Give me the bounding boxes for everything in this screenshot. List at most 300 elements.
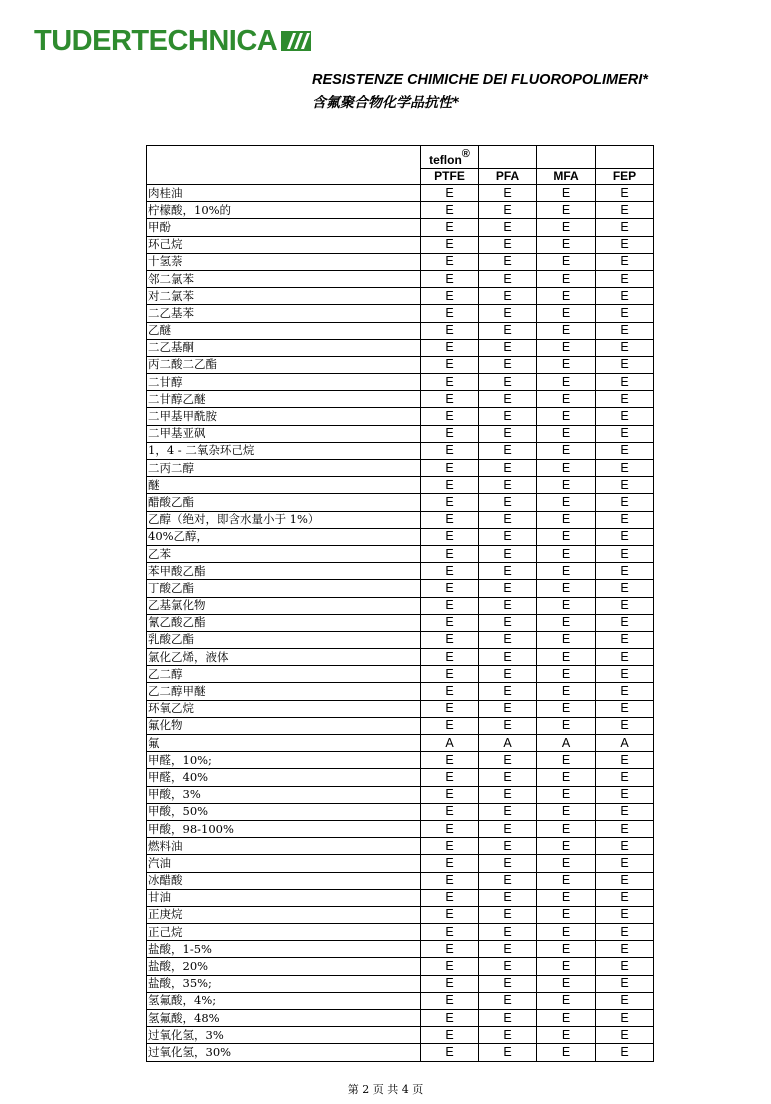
- resistance-rating: E: [421, 975, 479, 992]
- chemical-name: 燃料油: [147, 838, 421, 855]
- resistance-rating: E: [479, 597, 537, 614]
- resistance-rating: E: [421, 511, 479, 528]
- resistance-rating: A: [537, 735, 596, 752]
- resistance-rating: E: [421, 322, 479, 339]
- document-title-chinese: 含氟聚合物化学品抗性*: [312, 95, 460, 111]
- resistance-rating: E: [596, 889, 654, 906]
- table-row: [147, 597, 654, 614]
- resistance-rating: E: [479, 545, 537, 562]
- resistance-rating: E: [421, 545, 479, 562]
- table-row: [147, 356, 654, 373]
- table-row: [147, 563, 654, 580]
- resistance-rating: E: [479, 631, 537, 648]
- resistance-rating: E: [596, 1027, 654, 1044]
- chemical-name: 盐酸，20%: [147, 958, 421, 975]
- table-row: [147, 270, 654, 287]
- resistance-rating: E: [479, 528, 537, 545]
- chemical-name: 盐酸，35%;: [147, 975, 421, 992]
- resistance-rating: E: [421, 838, 479, 855]
- resistance-rating: E: [596, 270, 654, 287]
- resistance-rating: E: [537, 666, 596, 683]
- resistance-rating: E: [537, 889, 596, 906]
- resistance-rating: E: [479, 889, 537, 906]
- table-row: [147, 666, 654, 683]
- column-header-mfa: MFA: [537, 169, 596, 185]
- resistance-rating: E: [596, 425, 654, 442]
- chemical-name: 环氧乙烷: [147, 700, 421, 717]
- resistance-rating: E: [537, 511, 596, 528]
- resistance-rating: E: [421, 941, 479, 958]
- resistance-rating: E: [537, 786, 596, 803]
- resistance-rating: E: [479, 442, 537, 459]
- chemical-name: 正己烷: [147, 924, 421, 941]
- resistance-rating: E: [479, 494, 537, 511]
- chemical-name: 甲酚: [147, 219, 421, 236]
- resistance-rating: E: [537, 872, 596, 889]
- resistance-rating: E: [479, 683, 537, 700]
- resistance-rating: E: [537, 906, 596, 923]
- table-row: [147, 941, 654, 958]
- chemical-name: 甲酸，98-100%: [147, 820, 421, 837]
- resistance-rating: E: [421, 477, 479, 494]
- resistance-rating: E: [421, 906, 479, 923]
- resistance-rating: E: [596, 253, 654, 270]
- resistance-rating: E: [421, 992, 479, 1009]
- resistance-rating: E: [537, 185, 596, 202]
- resistance-rating: E: [596, 322, 654, 339]
- resistance-rating: E: [479, 649, 537, 666]
- resistance-rating: E: [479, 924, 537, 941]
- chemical-name: 乙基氯化物: [147, 597, 421, 614]
- resistance-rating: E: [479, 322, 537, 339]
- table-row: [147, 735, 654, 752]
- table-row: [147, 391, 654, 408]
- resistance-rating: E: [421, 494, 479, 511]
- logo-text: TUDERTECHNICA: [34, 25, 278, 57]
- resistance-rating: E: [537, 614, 596, 631]
- resistance-rating: E: [479, 270, 537, 287]
- resistance-rating: E: [479, 855, 537, 872]
- chemical-name: 二乙基酮: [147, 339, 421, 356]
- resistance-rating: E: [421, 769, 479, 786]
- table-header-brand-row: [147, 146, 654, 169]
- chemical-name: 盐酸，1-5%: [147, 941, 421, 958]
- resistance-rating: E: [479, 906, 537, 923]
- table-row: [147, 305, 654, 322]
- resistance-rating: E: [596, 219, 654, 236]
- resistance-rating: E: [537, 924, 596, 941]
- resistance-rating: E: [596, 236, 654, 253]
- resistance-rating: E: [596, 752, 654, 769]
- table-row: [147, 1027, 654, 1044]
- resistance-rating: E: [596, 803, 654, 820]
- table-row: [147, 717, 654, 734]
- resistance-rating: E: [596, 975, 654, 992]
- resistance-rating: E: [479, 941, 537, 958]
- resistance-rating: E: [421, 597, 479, 614]
- table-row: [147, 820, 654, 837]
- resistance-rating: E: [421, 924, 479, 941]
- resistance-rating: E: [596, 614, 654, 631]
- resistance-rating: E: [421, 700, 479, 717]
- chemical-name: 对二氯苯: [147, 288, 421, 305]
- resistance-rating: E: [421, 649, 479, 666]
- column-header-fep: FEP: [596, 169, 654, 185]
- resistance-rating: E: [421, 717, 479, 734]
- resistance-rating: E: [596, 288, 654, 305]
- tudertechnica-stripes-icon: [281, 29, 311, 53]
- chemical-name: 二乙基苯: [147, 305, 421, 322]
- resistance-rating: E: [596, 1010, 654, 1027]
- resistance-rating: E: [537, 803, 596, 820]
- resistance-rating: E: [596, 494, 654, 511]
- table-row: [147, 253, 654, 270]
- resistance-rating: E: [421, 803, 479, 820]
- resistance-rating: E: [596, 185, 654, 202]
- resistance-rating: E: [537, 408, 596, 425]
- resistance-rating: E: [537, 1044, 596, 1061]
- chemical-name: 乙二醇甲醚: [147, 683, 421, 700]
- chemical-name: 醋酸乙酯: [147, 494, 421, 511]
- chemical-name: 乙醚: [147, 322, 421, 339]
- table-row: [147, 322, 654, 339]
- table-row: [147, 700, 654, 717]
- resistance-rating: E: [421, 958, 479, 975]
- table-row: [147, 1010, 654, 1027]
- resistance-rating: E: [479, 339, 537, 356]
- table-row: [147, 511, 654, 528]
- resistance-rating: E: [421, 305, 479, 322]
- resistance-rating: E: [596, 460, 654, 477]
- chemical-name: 丙二酸二乙酯: [147, 356, 421, 373]
- chemical-name: 正庚烷: [147, 906, 421, 923]
- table-row: [147, 219, 654, 236]
- resistance-rating: E: [537, 425, 596, 442]
- resistance-rating: E: [421, 374, 479, 391]
- resistance-rating: E: [479, 700, 537, 717]
- resistance-rating: E: [596, 202, 654, 219]
- resistance-rating: E: [421, 666, 479, 683]
- resistance-rating: E: [421, 202, 479, 219]
- resistance-rating: E: [537, 580, 596, 597]
- table-row: [147, 855, 654, 872]
- resistance-rating: E: [596, 339, 654, 356]
- table-row: [147, 992, 654, 1009]
- chemical-name: 甲酸，50%: [147, 803, 421, 820]
- resistance-rating: E: [421, 270, 479, 287]
- resistance-rating: E: [596, 528, 654, 545]
- chemical-name: 二甘醇: [147, 374, 421, 391]
- resistance-rating: E: [479, 477, 537, 494]
- chemical-name: 氢氟酸，48%: [147, 1010, 421, 1027]
- company-logo: [34, 26, 311, 56]
- resistance-rating: E: [596, 305, 654, 322]
- document-title-italian: RESISTENZE CHIMICHE DEI FLUOROPOLIMERI*: [312, 72, 648, 88]
- resistance-rating: E: [479, 614, 537, 631]
- chemical-name: 二甲基甲酰胺: [147, 408, 421, 425]
- resistance-rating: E: [421, 288, 479, 305]
- resistance-rating: E: [479, 975, 537, 992]
- resistance-rating: E: [479, 1027, 537, 1044]
- resistance-rating: E: [421, 356, 479, 373]
- table-row: [147, 924, 654, 941]
- table-row: [147, 185, 654, 202]
- column-header-ptfe: PTFE: [421, 169, 479, 185]
- resistance-rating: E: [479, 202, 537, 219]
- resistance-rating: E: [537, 631, 596, 648]
- resistance-rating: E: [596, 356, 654, 373]
- resistance-rating: E: [596, 717, 654, 734]
- chemical-name: 甘油: [147, 889, 421, 906]
- table-row: [147, 442, 654, 459]
- chemical-name: 甲酸，3%: [147, 786, 421, 803]
- resistance-rating: E: [537, 494, 596, 511]
- resistance-rating: E: [421, 442, 479, 459]
- resistance-rating: E: [479, 958, 537, 975]
- resistance-rating: E: [537, 1010, 596, 1027]
- resistance-rating: E: [479, 511, 537, 528]
- resistance-rating: E: [479, 185, 537, 202]
- resistance-rating: E: [596, 992, 654, 1009]
- resistance-rating: E: [596, 666, 654, 683]
- resistance-rating: E: [421, 425, 479, 442]
- resistance-rating: E: [421, 1010, 479, 1027]
- resistance-rating: E: [421, 614, 479, 631]
- table-row: [147, 1044, 654, 1061]
- table-row: [147, 769, 654, 786]
- chemical-resistance-table: [146, 145, 654, 1062]
- resistance-rating: E: [537, 391, 596, 408]
- resistance-rating: E: [421, 1044, 479, 1061]
- resistance-rating: E: [479, 236, 537, 253]
- table-row: [147, 786, 654, 803]
- page-number: 第 2 页 共 4 页: [347, 1083, 424, 1096]
- resistance-rating: E: [479, 1044, 537, 1061]
- resistance-rating: E: [537, 322, 596, 339]
- chemical-name: 氯化乙烯，液体: [147, 649, 421, 666]
- table-row: [147, 477, 654, 494]
- resistance-rating: E: [596, 374, 654, 391]
- resistance-rating: E: [421, 563, 479, 580]
- resistance-rating: E: [596, 391, 654, 408]
- resistance-rating: E: [421, 820, 479, 837]
- resistance-rating: E: [479, 838, 537, 855]
- resistance-rating: A: [596, 735, 654, 752]
- resistance-rating: E: [479, 288, 537, 305]
- chemical-name: 乳酸乙酯: [147, 631, 421, 648]
- resistance-rating: E: [537, 700, 596, 717]
- chemical-name: 乙苯: [147, 545, 421, 562]
- chemical-name: 过氧化氢，30%: [147, 1044, 421, 1061]
- table-row: [147, 460, 654, 477]
- resistance-rating: E: [479, 786, 537, 803]
- resistance-rating: E: [479, 1010, 537, 1027]
- resistance-rating: E: [537, 374, 596, 391]
- table-row: [147, 975, 654, 992]
- table-row: [147, 374, 654, 391]
- resistance-rating: E: [479, 408, 537, 425]
- table-row: [147, 580, 654, 597]
- resistance-rating: E: [421, 219, 479, 236]
- resistance-rating: E: [596, 786, 654, 803]
- resistance-rating: E: [479, 803, 537, 820]
- resistance-rating: E: [537, 442, 596, 459]
- table-row: [147, 288, 654, 305]
- resistance-rating: E: [421, 253, 479, 270]
- table-row: [147, 906, 654, 923]
- chemical-name: 苯甲酸乙酯: [147, 563, 421, 580]
- resistance-rating: E: [537, 769, 596, 786]
- chemical-name: 十氢萘: [147, 253, 421, 270]
- chemical-name: 环己烷: [147, 236, 421, 253]
- resistance-rating: E: [537, 649, 596, 666]
- chemical-name: 1，4 - 二氧杂环己烷: [147, 442, 421, 459]
- resistance-rating: E: [479, 253, 537, 270]
- chemical-name: 丁酸乙酯: [147, 580, 421, 597]
- chemical-name: 甲醛，40%: [147, 769, 421, 786]
- chemical-column-header: [147, 146, 421, 185]
- resistance-rating: E: [537, 288, 596, 305]
- table-row: [147, 649, 654, 666]
- table-row: [147, 339, 654, 356]
- table-row: [147, 425, 654, 442]
- resistance-rating: E: [421, 391, 479, 408]
- resistance-rating: E: [596, 906, 654, 923]
- table-row: [147, 958, 654, 975]
- resistance-rating: E: [421, 752, 479, 769]
- resistance-rating: E: [596, 872, 654, 889]
- chemical-name: 冰醋酸: [147, 872, 421, 889]
- resistance-rating: E: [596, 649, 654, 666]
- table-row: [147, 803, 654, 820]
- resistance-rating: E: [596, 631, 654, 648]
- resistance-rating: E: [596, 408, 654, 425]
- resistance-rating: E: [421, 855, 479, 872]
- resistance-rating: E: [479, 580, 537, 597]
- resistance-rating: E: [596, 580, 654, 597]
- resistance-rating: E: [596, 700, 654, 717]
- table-row: [147, 494, 654, 511]
- resistance-rating: E: [479, 992, 537, 1009]
- resistance-rating: E: [421, 528, 479, 545]
- resistance-rating: E: [479, 563, 537, 580]
- resistance-rating: E: [479, 752, 537, 769]
- resistance-rating: E: [421, 1027, 479, 1044]
- chemical-name: 氰乙酸乙酯: [147, 614, 421, 631]
- chemical-name: 二甘醇乙醚: [147, 391, 421, 408]
- resistance-rating: E: [537, 717, 596, 734]
- resistance-rating: E: [537, 597, 596, 614]
- resistance-rating: E: [537, 1027, 596, 1044]
- resistance-rating: E: [421, 683, 479, 700]
- table-row: [147, 838, 654, 855]
- resistance-rating: E: [537, 270, 596, 287]
- resistance-rating: E: [421, 185, 479, 202]
- chemical-name: 甲醛，10%;: [147, 752, 421, 769]
- table-row: [147, 683, 654, 700]
- table-row: [147, 528, 654, 545]
- resistance-rating: E: [537, 236, 596, 253]
- table-row: [147, 889, 654, 906]
- resistance-rating: E: [537, 683, 596, 700]
- chemical-name: 二甲基亚砜: [147, 425, 421, 442]
- resistance-rating: E: [421, 580, 479, 597]
- resistance-rating: E: [537, 941, 596, 958]
- resistance-rating: E: [479, 666, 537, 683]
- resistance-rating: E: [421, 460, 479, 477]
- chemical-name: 二丙二醇: [147, 460, 421, 477]
- column-header-pfa: PFA: [479, 169, 537, 185]
- resistance-rating: E: [421, 408, 479, 425]
- resistance-rating: E: [596, 442, 654, 459]
- chemical-name: 40%乙醇，: [147, 528, 421, 545]
- table-row: [147, 631, 654, 648]
- resistance-rating: E: [537, 992, 596, 1009]
- resistance-rating: A: [421, 735, 479, 752]
- table-row: [147, 202, 654, 219]
- resistance-rating: E: [479, 305, 537, 322]
- resistance-rating: E: [537, 958, 596, 975]
- chemical-name: 乙醇（绝对，即含水量小于 1%）: [147, 511, 421, 528]
- chemical-name: 氢氟酸，4%;: [147, 992, 421, 1009]
- resistance-rating: E: [537, 305, 596, 322]
- resistance-rating: E: [537, 752, 596, 769]
- resistance-rating: E: [479, 717, 537, 734]
- resistance-rating: E: [596, 597, 654, 614]
- resistance-rating: E: [596, 477, 654, 494]
- resistance-rating: E: [596, 838, 654, 855]
- resistance-rating: E: [537, 253, 596, 270]
- chemical-name: 乙二醇: [147, 666, 421, 683]
- resistance-rating: E: [537, 460, 596, 477]
- chemical-name: 氟: [147, 735, 421, 752]
- resistance-rating: E: [479, 820, 537, 837]
- table-row: [147, 545, 654, 562]
- resistance-rating: E: [479, 425, 537, 442]
- resistance-rating: E: [479, 374, 537, 391]
- resistance-rating: E: [537, 356, 596, 373]
- resistance-rating: E: [421, 889, 479, 906]
- chemical-name: 柠檬酸，10%的: [147, 202, 421, 219]
- chemical-name: 醚: [147, 477, 421, 494]
- resistance-rating: E: [479, 460, 537, 477]
- resistance-rating: A: [479, 735, 537, 752]
- resistance-rating: E: [421, 339, 479, 356]
- resistance-rating: E: [596, 563, 654, 580]
- resistance-rating: E: [537, 219, 596, 236]
- resistance-rating: E: [596, 1044, 654, 1061]
- resistance-rating: E: [479, 872, 537, 889]
- resistance-rating: E: [421, 236, 479, 253]
- resistance-rating: E: [537, 855, 596, 872]
- resistance-rating: E: [596, 683, 654, 700]
- table-row: [147, 408, 654, 425]
- resistance-rating: E: [596, 924, 654, 941]
- resistance-rating: E: [537, 528, 596, 545]
- resistance-rating: E: [421, 631, 479, 648]
- resistance-rating: E: [596, 958, 654, 975]
- resistance-rating: E: [537, 838, 596, 855]
- resistance-rating: E: [479, 769, 537, 786]
- resistance-rating: E: [537, 820, 596, 837]
- resistance-rating: E: [596, 941, 654, 958]
- chemical-name: 肉桂油: [147, 185, 421, 202]
- resistance-rating: E: [537, 545, 596, 562]
- resistance-rating: E: [537, 202, 596, 219]
- resistance-rating: E: [479, 391, 537, 408]
- resistance-rating: E: [479, 219, 537, 236]
- resistance-rating: E: [421, 786, 479, 803]
